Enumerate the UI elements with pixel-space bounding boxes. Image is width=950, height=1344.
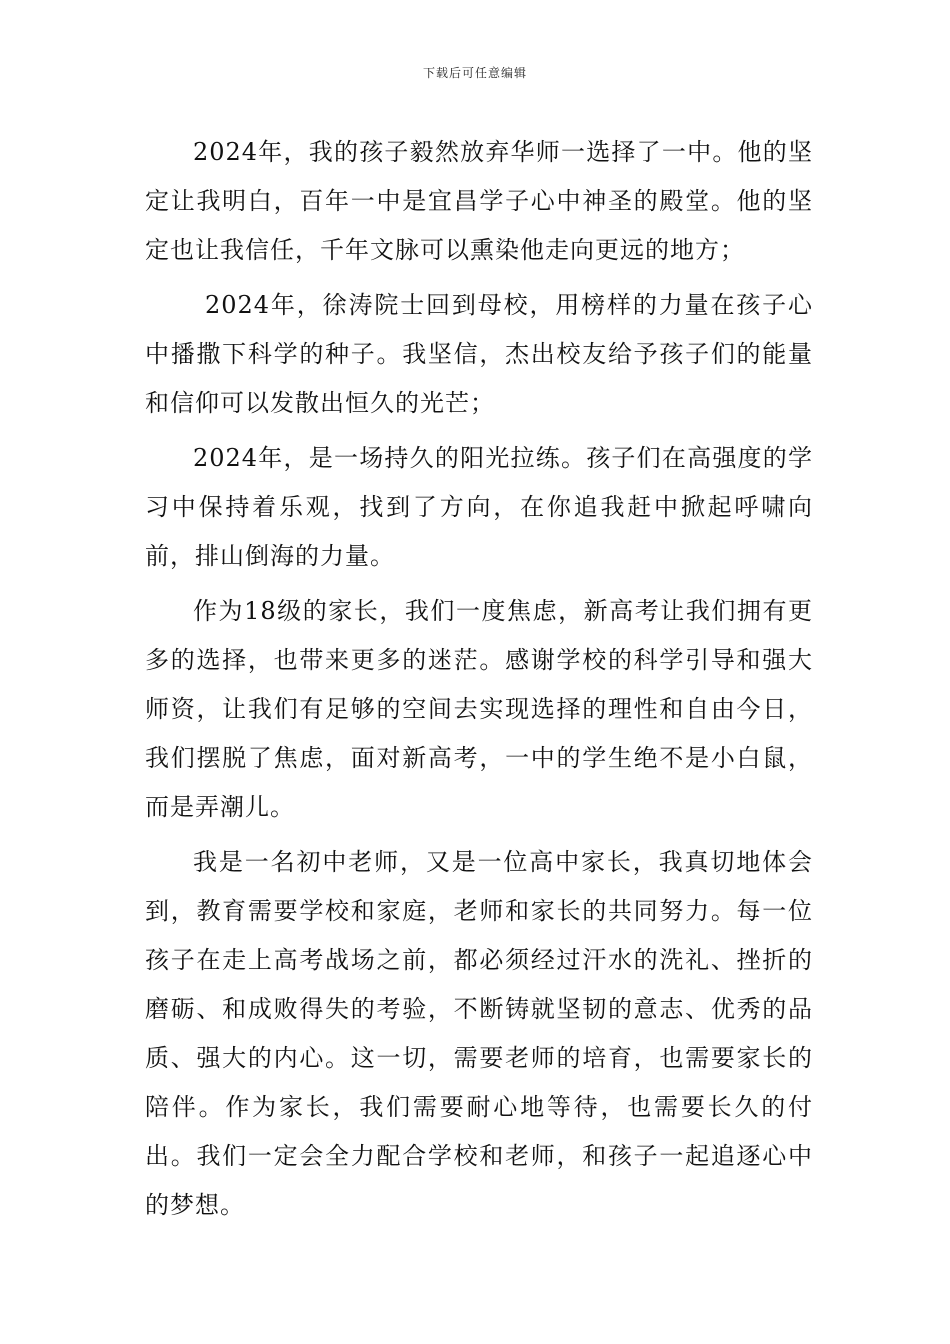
paragraph-1: 2024年，我的孩子毅然放弃华师一选择了一中。他的坚定让我明白，百年一中是宜昌学子心中神圣的殿堂。他的坚定也让我信任，千年文脉可以熏染他走向更远的地方； [145, 138, 813, 264]
paragraph-3: 2024年，是一场持久的阳光拉练。孩子们在高强度的学习中保持着乐观，找到了方向，在你追我赶中掀起呼啸向前，排山倒海的力量。 [145, 444, 813, 570]
document-body [145, 128, 813, 1236]
page-header: 下载后可任意编辑 [422, 66, 527, 80]
paragraph-5: 我是一名初中老师，又是一位高中家长，我真切地体会到，教育需要学校和家庭，老师和家长的共同努力。每一位孩子在走上高考战场之前，都必须经过汗水的洗礼、挫折的磨砺、和成败得失的考验，不断铸就坚韧的意志、优秀的品质、强大的内心。这一切，需要老师的培育，也需要家长的陪伴。作为家长，我们需要耐心地等待，也需要长久的付出。我们一定会全力配合学校和老师，和孩子一起追逐心中的梦想。 [145, 848, 813, 1219]
paragraph-2: 2024年，徐涛院士回到母校，用榜样的力量在孩子心中播撒下科学的种子。我坚信，杰出校友给予孩子们的能量和信仰可以发散出恒久的光芒； [145, 291, 813, 417]
paragraph-4: 作为18级的家长，我们一度焦虑，新高考让我们拥有更多的选择，也带来更多的迷茫。感谢学校的科学引导和强大师资，让我们有足够的空间去实现选择的理性和自由今日，我们摆脱了焦虑，面对新高考，一中的学生绝不是小白鼠，而是弄潮儿。 [145, 597, 813, 821]
